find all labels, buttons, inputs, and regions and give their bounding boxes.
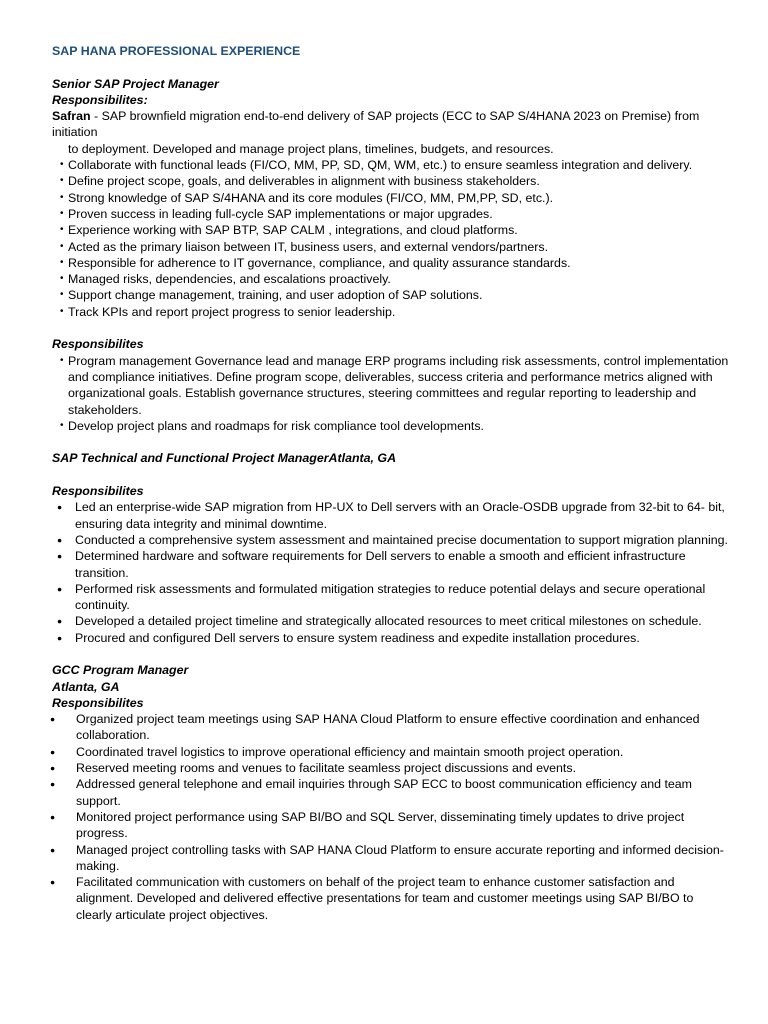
job1-bullet-list	[52, 157, 732, 320]
list-item: ● Addressed general telephone and email inquiries through SAP ECC to boost communication efficiency and team support.	[52, 776, 732, 809]
job1-responsibilities-label: Responsibilites:	[52, 92, 148, 107]
list-item: ● Facilitated communication with customers on behalf of the project team to enhance customer satisfaction and alignment. Developed and delivered effective presentations for team and customer meetings using SAP BI/BO to clearly articulate project objectives.	[52, 874, 732, 923]
job1-intro	[52, 108, 732, 141]
list-item: ● Performed risk assessments and formulated mitigation strategies to reduce potential delays and secure operational continuity.	[52, 581, 732, 614]
list-item: • Proven success in leading full-cycle SAP implementations or major upgrades.	[52, 206, 732, 222]
list-item: • Track KPIs and report project progress to senior leadership.	[52, 304, 732, 320]
list-item: ● Monitored project performance using SAP BI/BO and SQL Server, disseminating timely updates to drive project progress.	[52, 809, 732, 842]
job3-bullet-list	[52, 711, 732, 923]
job2-title: SAP Technical and Functional Project ManagerAtlanta, GA	[52, 451, 397, 466]
job2-bullet-list	[52, 499, 732, 646]
job1-intro-cont: to deployment. Developed and manage project plans, timelines, budgets, and resources.	[68, 141, 554, 156]
list-item: ● Led an enterprise-wide SAP migration from HP-UX to Dell servers with an Oracle-OSDB upgrade from 32-bit to 64- bit, ensuring data integrity and minimal downtime.	[52, 499, 732, 532]
list-item: ● Reserved meeting rooms and venues to facilitate seamless project discussions and events.	[52, 760, 732, 776]
list-item: • Collaborate with functional leads (FI/CO, MM, PP, SD, QM, WM, etc.) to ensure seamless integration and delivery.	[52, 157, 732, 173]
job3-responsibilities-label: Responsibilites	[52, 695, 144, 710]
job1-intro-text: - SAP brownfield migration end-to-end delivery of SAP projects (ECC to SAP S/4HANA 2023 on Premise) from initiation	[52, 109, 700, 140]
list-item: • Experience working with SAP BTP, SAP CALM , integrations, and cloud platforms.	[52, 222, 732, 238]
job1-responsibilities-label-2: Responsibilites	[52, 337, 144, 352]
list-item: • Acted as the primary liaison between IT, business users, and external vendors/partners.	[52, 239, 732, 255]
list-item: ● Determined hardware and software requirements for Dell servers to enable a smooth and efficient infrastructure transition.	[52, 548, 732, 581]
job1-company: Safran	[52, 109, 91, 124]
job1-title: Senior SAP Project Manager	[52, 76, 219, 91]
list-item: ● Procured and configured Dell servers to ensure system readiness and expedite installation procedures.	[52, 630, 732, 646]
job2-responsibilities-label: Responsibilites	[52, 484, 144, 499]
list-item: • Strong knowledge of SAP S/4HANA and its core modules (FI/CO, MM, PM,PP, SD, etc.).	[52, 190, 732, 206]
list-item: ● Conducted a comprehensive system assessment and maintained precise documentation to support migration planning.	[52, 532, 732, 548]
list-item: ● Coordinated travel logistics to improve operational efficiency and maintain smooth project operation.	[52, 744, 732, 760]
list-item: ● Managed project controlling tasks with SAP HANA Cloud Platform to ensure accurate reporting and informed decision-making.	[52, 842, 732, 875]
list-item: • Define project scope, goals, and deliverables in alignment with business stakeholders.	[52, 173, 732, 189]
resume-page	[52, 43, 732, 923]
job3-location: Atlanta, GA	[52, 679, 120, 694]
list-item: • Managed risks, dependencies, and escalations proactively.	[52, 271, 732, 287]
list-item: • Support change management, training, and user adoption of SAP solutions.	[52, 287, 732, 303]
list-item: ● Organized project team meetings using SAP HANA Cloud Platform to ensure effective coordination and enhanced collaboration.	[52, 711, 732, 744]
section-title: SAP HANA PROFESSIONAL EXPERIENCE	[52, 44, 301, 58]
list-item: • Develop project plans and roadmaps for risk compliance tool developments.	[52, 418, 732, 434]
job3-title: GCC Program Manager	[52, 663, 189, 678]
job1-bullet-list-2	[52, 353, 732, 434]
list-item: • Responsible for adherence to IT governance, compliance, and quality assurance standards.	[52, 255, 732, 271]
list-item: ● Developed a detailed project timeline and strategically allocated resources to meet critical milestones on schedule.	[52, 613, 732, 629]
list-item: • Program management Governance lead and manage ERP programs including risk assessments, control implementation and compliance initiatives. Define program scope, deliverables, success criteria and performance metrics aligned with organizational goals. Establish governance structures, steering committees and regular reporting to leadership and stakeholders.	[52, 353, 732, 418]
